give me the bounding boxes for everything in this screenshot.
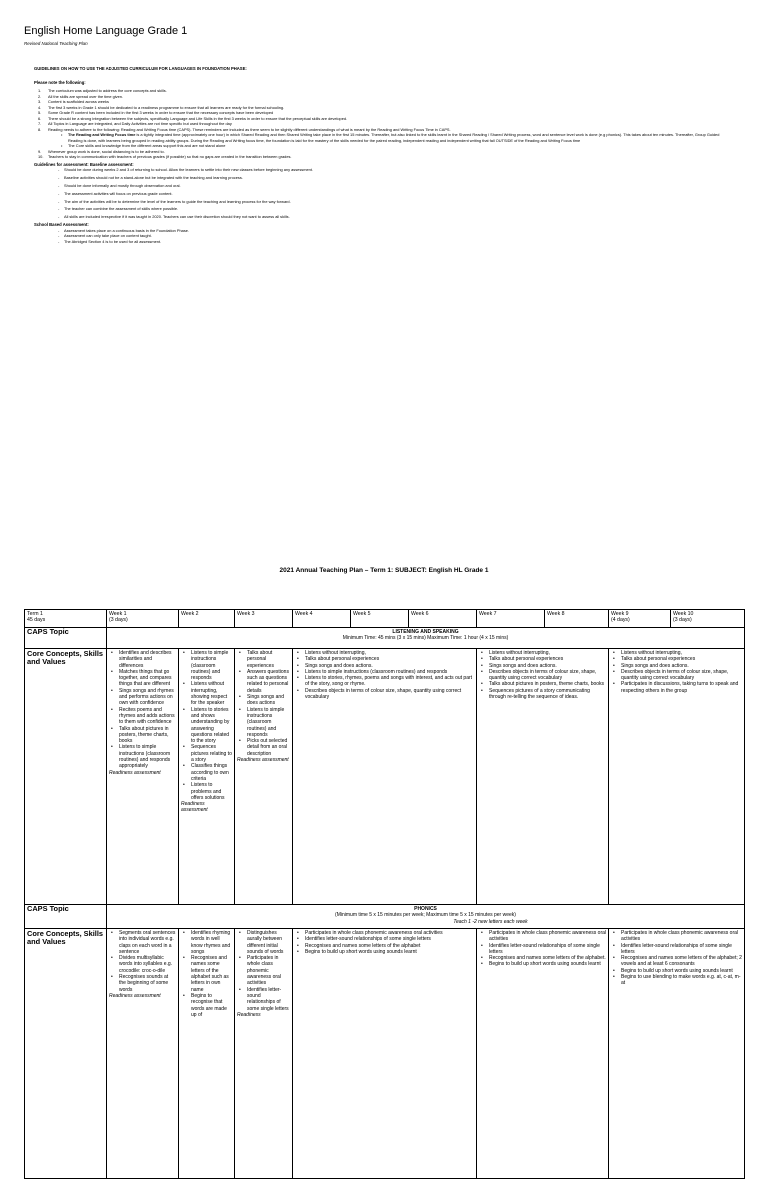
assessment-item: - The teacher can combine the assessment of skills where possible.	[58, 206, 179, 212]
guidelines-note: Please note the following:	[34, 79, 86, 85]
table-row	[25, 628, 745, 649]
assessment-item: - All skills are included irrespective if it was taught in 2020. Teachers can use their discretion should they not want to assess all skills.	[58, 214, 290, 220]
guideline-item: 8. Reading needs to adhere to the following: Reading and Writing Focus time (CAPS). These reminders are included as there seem to be slightly different understandings of what is meant by the Reading and Writing Focus Time in CAPS.	[38, 126, 451, 132]
assessment-item: - The aim of the activities will be to determine the level of the learners to guide the teaching and learning process for the way forward.	[58, 198, 291, 204]
plan-title: 2021 Annual Teaching Plan – Term 1: SUBJECT: English HL Grade 1	[279, 567, 489, 574]
document-subtitle: Revised National Teaching Plan	[24, 41, 88, 46]
guideline-item: 3. Content is scaffolded across weeks	[38, 99, 109, 104]
sba-item: - The Abridged Section 4 is to be used for all assessment.	[58, 238, 162, 244]
guideline-item: 10. Teachers to stay in communication with teachers of previous grades (if possible) so that no gaps are created in the transition between grades.	[38, 154, 292, 159]
content-cell: • Identifies and describes similarities and differences • Matches things that go together, and compares things that are different • Sings songs and rhymes and performs actions on own with confidence • Recites poems and rhymes and adds actions to them with confidence • Talks about pictures in posters, theme charts, books • Listens to simple instructions (classroom routines) and responds appropriately Readiness assessment	[107, 649, 179, 905]
term-cell: Term 1 45 days	[25, 610, 107, 628]
assessment-heading: Guidelines for assessment: Baseline assessment:	[34, 161, 134, 167]
content-cell: • Participates in whole class phonemic awareness oral activities • Identifies letter-sound relationships of some single letters • Recognises and names some letters of the alphabet. • Begins to build up short words using sounds learnt	[477, 929, 609, 1179]
topic-header-listening: LISTENING AND SPEAKING Minimum Time: 45 mins (3 x 15 mins) Maximum Time: 1 hour (4 x 15 mins)	[107, 628, 745, 649]
week-header: Week 10 (3 days)	[671, 610, 745, 628]
assessment-item: - Should be done during weeks 2 and 3 of returning to school. Allow the learners to settle into their new classes before beginning any assessment.	[58, 167, 313, 172]
content-cell: • Distinguishes aurally between different initial sounds of words • Participates in whole class phonemic awareness oral activities • Identifies letter-sound relationships of some single letters Readiness	[235, 929, 293, 1179]
sba-item: - Assessment can only take place on content taught.	[58, 233, 152, 239]
table-row	[25, 610, 745, 628]
week-header: Week 7	[477, 610, 545, 628]
guideline-item: 5. Some Grade R content has been included in the first 3 weeks in order to ensure that the necessary concepts have been developed	[38, 110, 274, 115]
core-concepts-label: Core Concepts, Skills and Values	[25, 929, 107, 1179]
week-header: Week 2	[179, 610, 235, 628]
content-cell: • Talks about personal experiences • Answers questions such as questions related to personal details • Sings songs and does actions • Listens to simple instructions (classroom routines) and responds • Picks out selected detail from an oral description Readiness assessment	[235, 649, 293, 905]
week-header: Week 6	[409, 610, 477, 628]
guideline-item: 9. Whenever group work is done, social distancing is to be adhered to.	[38, 148, 165, 154]
assessment-item: - Should be done informally and mostly through observation and oral.	[58, 182, 181, 188]
guideline-item: 6. There should be a strong integration between the subjects, specifically Language and Life Skills in the first 3 weeks in order to ensure that the perceptual skills are developed.	[38, 115, 348, 121]
guideline-subitem: • The Reading and Writing Focus time is a tightly integrated time (approximately one hour) in which Shared Reading and then Shared Writing take place in the first 15 minutes. Thereafter, but also linked to the skills learnt in the Shared Reading / Shared Writing process, word and sentence level work is done (e.g phonics). This takes about ten minutes. Thereafter, Group Guided Reading is done, with learners being grouped in reading ability groups. During the Reading and Writing focus time, the foundation is laid for the mastery of the skills needed for the paired reading, independent reading and independent writing that fall OUTSIDE of the Reading and Writing Focus time	[61, 132, 720, 143]
content-cell: • Identifies rhyming words in well know rhymes and songs • Recognises and names some letters of the alphabet such as letters in own name • Begins to recognise that words are made up of	[179, 929, 235, 1179]
content-cell: • Listens to simple instructions (classroom routines) and responds • Listens without interrupting, showing respect for the speaker • Listens to stories and shows understanding by answering questions related to the story • Sequences pictures relating to a story • Classifies things according to own criteria • Listens to problems and offers solutions Readiness assessment	[179, 649, 235, 905]
sba-heading: School Based Assessment:	[34, 222, 89, 228]
document-title: English Home Language Grade 1	[24, 25, 188, 37]
content-cell: • Listens without interrupting, • Talks about personal experiences • Sings songs and does actions. • Listens to simple instructions (classroom routines) and responds • Listens to stories, rhymes, poems and songs with interest, and acts out part of the story, song or rhyme. • Describes objects in terms of colour size, shape, quantity using correct vocabulary	[293, 649, 477, 905]
week-header: Week 3	[235, 610, 293, 628]
guideline-subitem: • The Core skills and knowledge from the different areas support this and are not stand alone	[61, 143, 226, 148]
week-header: Week 8	[545, 610, 609, 628]
content-cell: • Participates in whole class phonemic awareness oral activities • Identifies letter-sound relationships of some single letters • Recognises and names some letters of the alphabet • Begins to build up short words using sounds learnt	[293, 929, 477, 1179]
week-header: Week 4	[293, 610, 351, 628]
guideline-item: 1. The curriculum was adjusted to address the core concepts and skills.	[38, 88, 167, 93]
topic-header-phonics: PHONICS (Minimum time 5 x 15 minutes per week; Maximum time 5 x 15 minutes per week) Teach 1 -2 new letters each week	[107, 905, 745, 929]
guidelines-heading: GUIDELINES ON HOW TO USE THE ADJUSTED CURRICULUM FOR LANGUAGES IN FOUNDATION PHASE:	[34, 66, 247, 71]
table-row	[25, 905, 745, 929]
week-header: Week 1 (3 days)	[107, 610, 179, 628]
core-concepts-label: Core Concepts, Skills and Values	[25, 649, 107, 905]
assessment-item: - Baseline activities should not be a stand-alone but be integrated with the teaching and learning process.	[58, 174, 243, 180]
content-cell: • Participates in whole class phonemic awareness oral activities • Identifies letter-sound relationships of some single letters • Recognises and names some letters of the alphabet; 2 vowels and at least 6 consonants • Begins to build up short words using sounds learnt • Begins to use blending to make words e.g. at, c-at, m-at	[609, 929, 745, 1179]
content-cell: • Listens without interrupting, • Talks about personal experiences • Sings songs and does actions. • Describes objects in terms of colour size, shape, quantity using correct vocabulary • Talks about pictures in posters, theme charts, books • Sequences pictures of a story communicating through re-telling the sequence of ideas.	[477, 649, 609, 905]
content-cell: • Segments oral sentences into individual words e.g. claps on each word in a sentence • Divides multisyllabic words into syllables e.g. crocodile: croc-o-dile • Recognises sounds at the beginning of some words Readiness assessment	[107, 929, 179, 1179]
week-header: Week 9 (4 days)	[609, 610, 671, 628]
caps-topic-label: CAPS Topic	[25, 628, 107, 649]
caps-topic-label: CAPS Topic	[25, 905, 107, 929]
sba-item: - Assessment takes place on a continuous basis in the Foundation Phase.	[58, 227, 190, 233]
guideline-item: 7. All Topics in Language are integrated, and Daily Activities are not time specific but used throughout the day	[38, 121, 232, 126]
week-header: Week 5	[351, 610, 409, 628]
teaching-plan-table	[24, 609, 745, 1179]
guidelines-section	[34, 66, 734, 244]
guideline-item: 2. All the skills are spread over the time given.	[38, 93, 124, 99]
table-row	[25, 929, 745, 1179]
assessment-item: - The assessment activities will focus on previous grade content.	[58, 190, 173, 196]
guideline-item: 4. The first 3 weeks in Grade 1 should be dedicated to a readiness programme to ensure that all learners are ready for the formal schooling.	[38, 104, 285, 110]
content-cell: • Listens without interrupting, • Talks about personal experiences • Sings songs and does actions. • Describes objects in terms of colour size, shape, quantity using correct vocabulary • Participates in discussions, taking turns to speak and respecting others in the group	[609, 649, 745, 905]
table-row	[25, 649, 745, 905]
